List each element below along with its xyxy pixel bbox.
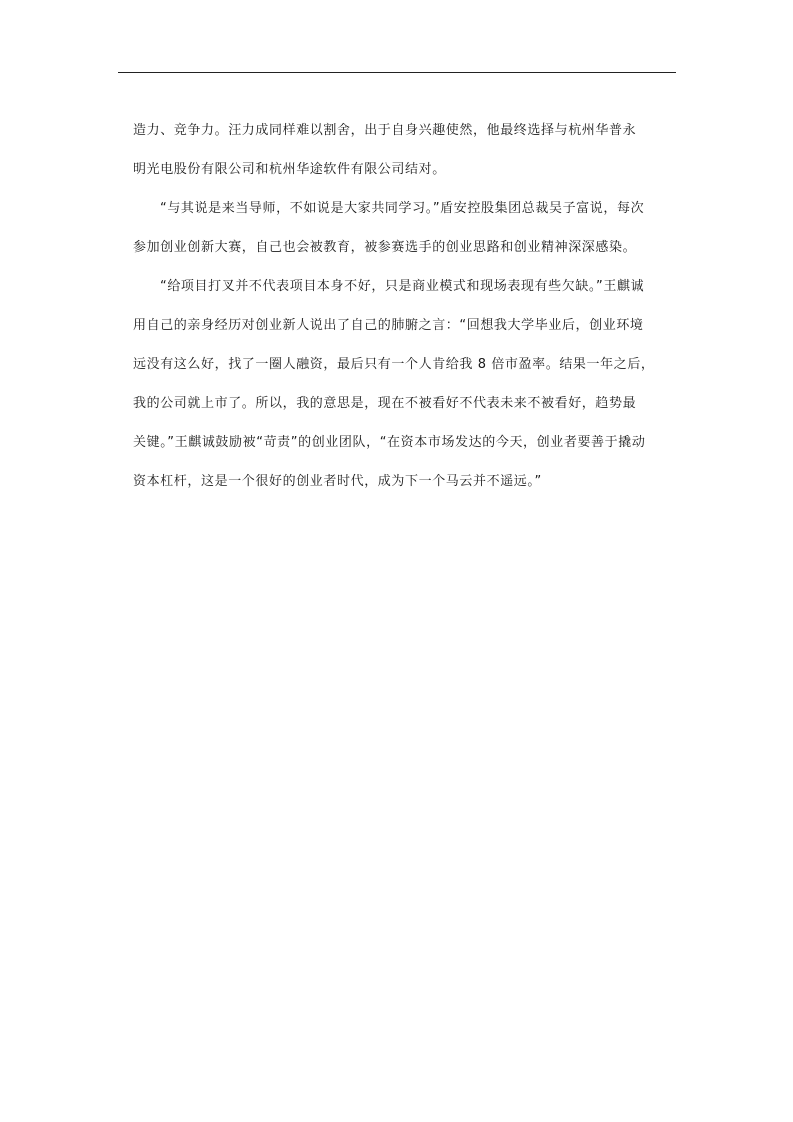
- text-line: 明光电股份有限公司和杭州华途软件有限公司结对。: [133, 162, 446, 177]
- text-line: 关键。”王麒诚鼓励被“苛责”的创业团队，“在资本市场发达的今天，创业者要善于撬动: [133, 435, 646, 450]
- text-line: 参加创业创新大赛，自己也会被教育，被参赛选手的创业思路和创业精神深深感染。: [133, 240, 637, 255]
- text-line: 用自己的亲身经历对创业新人说出了自己的肺腑之言：“回想我大学毕业后，创业环境: [133, 318, 644, 333]
- paragraph-start-line: “与其说是来当导师，不如说是大家共同学习。”盾安控股集团总裁吴子富说，每次: [160, 201, 645, 216]
- text-line: 资本杠杆，这是一个很好的创业者时代，成为下一个马云并不遥远。”: [133, 474, 542, 489]
- text-line: 远没有这么好，找了一圈人融资，最后只有一个人肯给我 8 倍市盈率。结果一年之后，: [133, 357, 655, 372]
- header-rule: [118, 72, 676, 73]
- text-line: 造力、竞争力。汪力成同样难以割舍，出于自身兴趣使然，他最终选择与杭州华普永: [133, 123, 637, 138]
- text-line: 我的公司就上市了。所以，我的意思是，现在不被看好不代表未来不被看好，趋势最: [133, 396, 637, 411]
- paragraph-start-line: “给项目打叉并不代表项目本身不好，只是商业模式和现场表现有些欠缺。”王麒诚: [160, 279, 645, 294]
- body-text: [133, 118, 653, 508]
